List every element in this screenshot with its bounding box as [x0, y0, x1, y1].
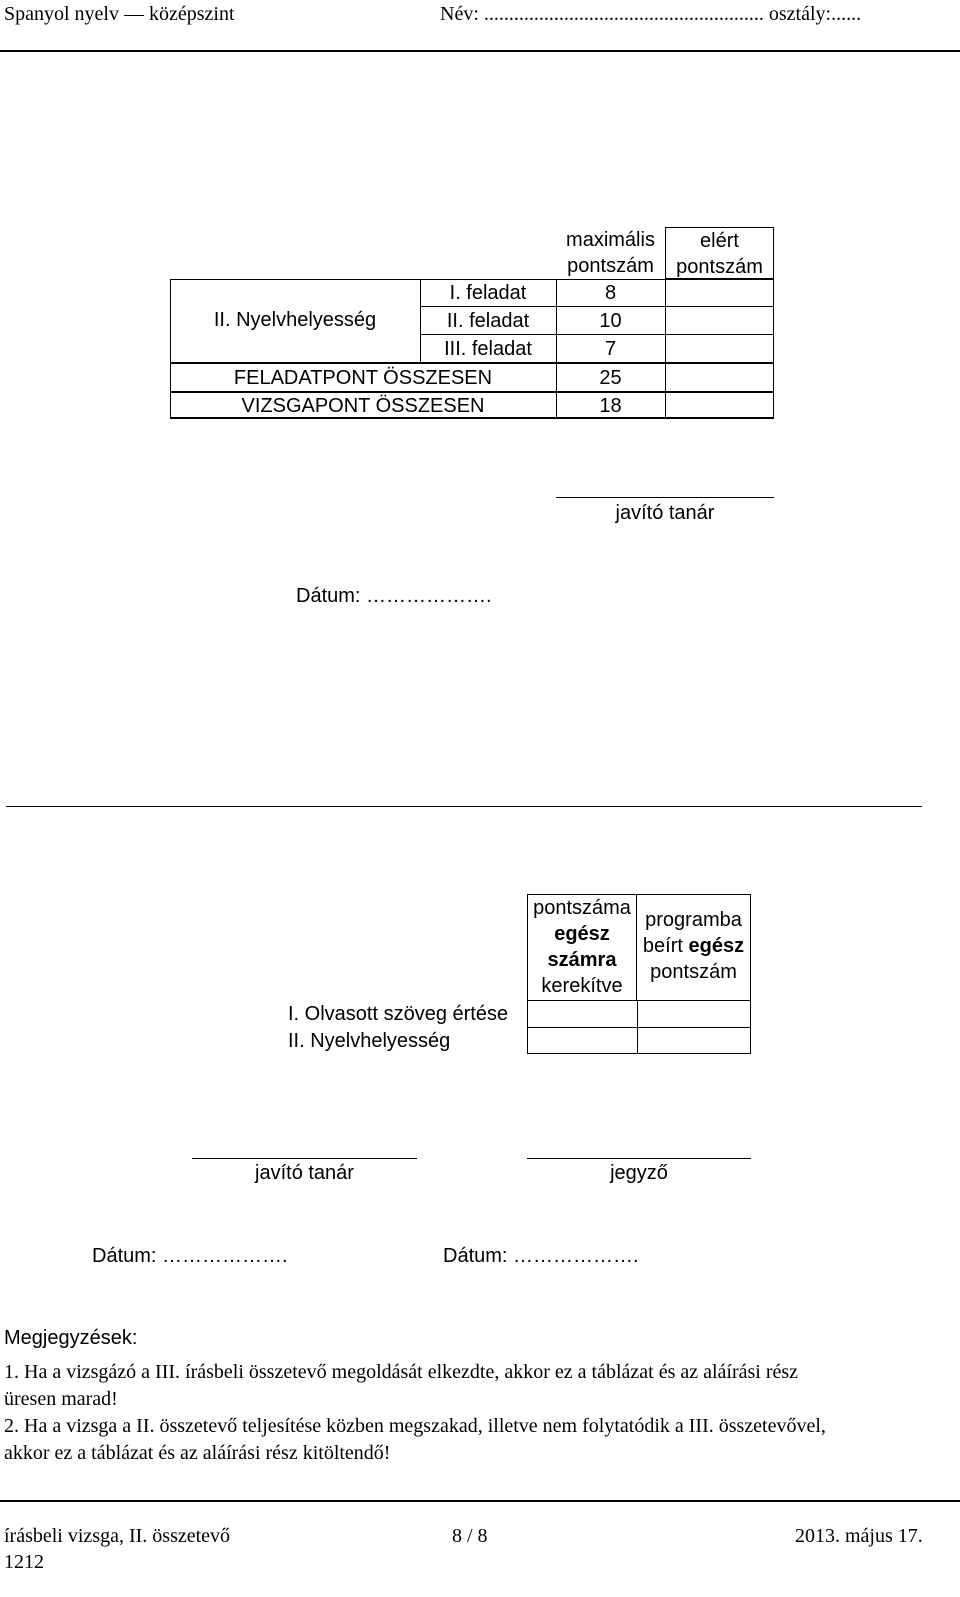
note-2a: 2. Ha a vizsga a II. összetevő teljesítése közben megszakad, illetve nem folytatódik a III. összetevővel, [4, 1415, 826, 1437]
date-2-left: Dátum: ………………. [92, 1245, 288, 1267]
achieved-score-header-l1: elért [700, 230, 739, 252]
corrector-label-1: javító tanár [615, 502, 715, 524]
rounded-header [527, 894, 637, 1000]
t2-vline-2 [637, 1000, 638, 1054]
total-task-label: FELADATPONT ÖSSZESEN [233, 367, 493, 389]
footer-code: 1212 [4, 1551, 44, 1573]
rounded-header-l2: egész [554, 923, 610, 945]
header-left: Spanyol nyelv — középszint [4, 3, 235, 25]
rounded-header-l3: számra [547, 949, 617, 971]
program-header-l3: pontszám [650, 961, 737, 983]
corrector-label-2: javító tanár [255, 1162, 354, 1184]
signature-line-2-right [527, 1158, 751, 1159]
header-right: Név: ........................................................ osztály:...... [440, 3, 862, 25]
max-score-header-l2: pontszám [567, 255, 654, 277]
achieved-score-header [665, 227, 774, 279]
page-number: 8 / 8 [452, 1525, 488, 1547]
note-1a: 1. Ha a vizsgázó a III. írásbeli összetevő megoldását elkezdte, akkor ez a táblázat és az aláírási rész [4, 1361, 799, 1383]
max-score-header-l1: maximális [566, 229, 655, 251]
task-2-max: 10 [599, 310, 622, 332]
grammar-row-label: II. Nyelvhelyesség [288, 1030, 451, 1052]
program-header-l2a: beírt [642, 935, 689, 957]
note-2b: akkor ez a táblázat és az aláírási rész kitöltendő! [4, 1442, 391, 1464]
footer-date: 2013. május 17. [795, 1525, 923, 1547]
signature-line-2-left [192, 1158, 417, 1159]
hline-r2 [420, 334, 774, 335]
program-header [637, 894, 751, 1000]
task-3-label: III. feladat [444, 338, 532, 360]
task-3-max: 7 [604, 338, 617, 360]
reading-row-label: I. Olvasott szöveg értése [288, 1003, 509, 1025]
rounded-header-l1: pontszáma [533, 897, 631, 919]
rounded-header-l4: kerekítve [541, 975, 623, 997]
header-rule [0, 50, 960, 52]
task-2-label: II. feladat [446, 310, 530, 332]
t2-vline-3 [750, 1000, 751, 1054]
task-1-label: I. feladat [449, 282, 527, 304]
section-separator [6, 806, 922, 807]
footer-left: írásbeli vizsga, II. összetevő [4, 1525, 231, 1547]
footer-rule [0, 1500, 960, 1502]
program-header-l2b: egész [688, 935, 745, 957]
t2-hline-2 [527, 1027, 751, 1028]
total-exam-label: VIZSGAPONT ÖSSZESEN [241, 395, 485, 417]
signature-line-1 [556, 497, 774, 498]
section-label: II. Nyelvhelyesség [213, 309, 377, 331]
notes-title: Megjegyzések: [4, 1327, 138, 1349]
vline-right-bottom [773, 279, 774, 419]
program-header-l2 [637, 933, 750, 959]
total-task-value: 25 [599, 367, 622, 389]
date-2-right: Dátum: ………………. [443, 1245, 639, 1267]
t2-hline-1 [527, 1000, 751, 1001]
program-header-l1: programba [645, 909, 742, 931]
date-1: Dátum: ………………. [296, 585, 492, 607]
total-exam-value: 18 [599, 395, 622, 417]
vline-got [665, 279, 666, 418]
achieved-score-header-l2: pontszám [676, 256, 763, 278]
t2-hline-3 [527, 1053, 751, 1054]
task-1-max: 8 [604, 282, 617, 304]
notary-label: jegyző [610, 1162, 668, 1184]
hline-r1 [420, 306, 774, 307]
max-score-header [556, 227, 665, 279]
hline-r3 [170, 362, 774, 364]
note-1b: üresen marad! [4, 1388, 118, 1410]
